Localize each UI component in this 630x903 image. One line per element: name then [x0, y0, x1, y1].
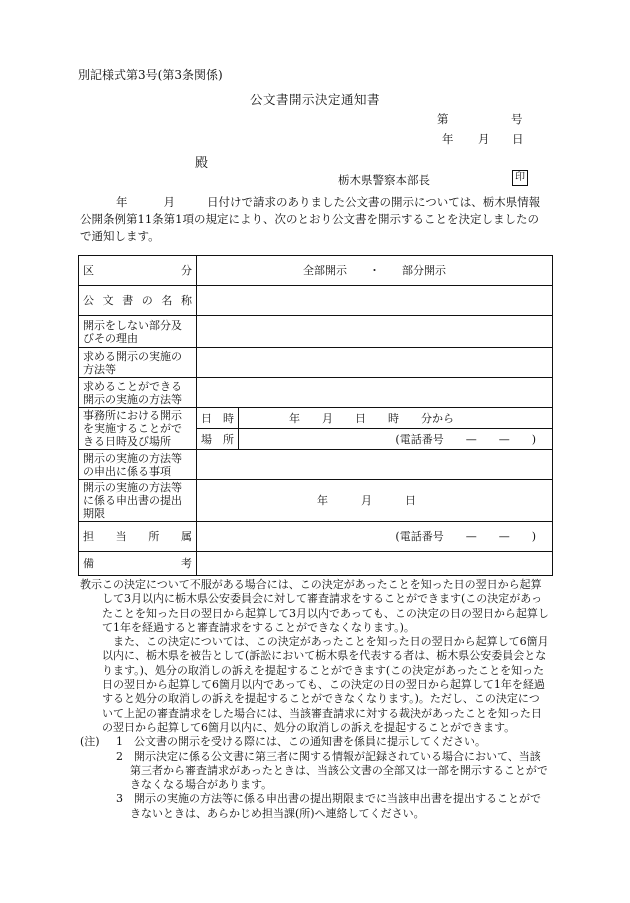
row-label-undisclosed: 開示をしない部分及びその理由 [79, 316, 197, 348]
disclosure-table [78, 255, 553, 576]
number-prefix: 第 [437, 112, 449, 126]
date-year: 年 [442, 132, 454, 146]
notes-block [80, 735, 550, 821]
application-matters-value [197, 450, 553, 480]
table-row [79, 480, 553, 522]
table-row [79, 522, 553, 552]
addressee-honorific: 殿 [195, 156, 209, 171]
table-row [79, 256, 553, 286]
label-char: 属 [180, 530, 192, 543]
number-suffix: 号 [511, 112, 523, 126]
table-row [79, 286, 553, 316]
row-label-category: 区 分 [79, 256, 197, 286]
table-row [79, 552, 553, 576]
row-label-deadline: 開示の実施の方法等に係る申出書の提出期限 [79, 480, 197, 522]
intro-month: 月 [163, 195, 175, 209]
intro-year: 年 [116, 195, 128, 209]
row-label-requested-method: 求める開示の実施の方法等 [79, 348, 197, 378]
label-char: 所 [148, 530, 160, 543]
intro-text: 日付けで請求のありました公文書の開示については、栃木県情報公開条例第11条第1項の規定により、次のとおり公文書を開示することを決定しましたので通知します。 [80, 195, 541, 243]
label-char: 称 [180, 294, 192, 307]
issuer-name: 栃木県警察本部長 [338, 173, 430, 187]
table-row [79, 450, 553, 480]
requested-method-value [197, 348, 553, 378]
form-number: 別記様式第3号(第3条関係) [78, 68, 223, 82]
date-day: 日 [512, 132, 524, 146]
row-label-remarks: 備 考 [79, 552, 197, 576]
row-label-available-method: 求めることができる開示の実施の方法等 [79, 378, 197, 408]
sub-label-place: 場 所 [197, 429, 239, 450]
table-row [79, 378, 553, 408]
remarks-value [197, 552, 553, 576]
available-method-value [197, 378, 553, 408]
document-title: 公文書開示決定通知書 [250, 92, 381, 107]
row-label-office-disclosure: 事務所における開示を実施することができる日時及び場所 [79, 408, 197, 450]
table-row [79, 408, 553, 429]
label-char: 公 [83, 294, 94, 307]
note-item-3: 3 開示の実施の方法等に係る申出書の提出期限までに当該申出書を提出することができないときは、あらかじめ担当課(所)へ連絡してください。 [116, 792, 541, 820]
department-phone: (電話番号 — — ) [197, 522, 553, 552]
seal-mark: 印 [512, 170, 528, 186]
sub-label-datetime: 日 時 [197, 408, 239, 429]
row-label-document-name [79, 286, 197, 316]
label-char: 当 [115, 530, 127, 543]
place-phone: (電話番号 — — ) [239, 429, 553, 450]
table-row [79, 316, 553, 348]
document-name-value [197, 286, 553, 316]
label-char: 担 [83, 530, 94, 543]
label-char: 名 [161, 294, 173, 307]
instruction-tag: 教示 [80, 578, 102, 591]
table-row [79, 348, 553, 378]
datetime-value: 年 月 日 時 分から [239, 408, 553, 429]
instruction-paragraph-1: この決定について不服がある場合には、この決定があったことを知った日の翌日から起算して3月以内に栃木県公安委員会に対して審査請求をすることができます(この決定があったことを知った日の翌日から起算して3月以内であっても、この決定の日の翌日から起算して1年を経過すると審査請求をすることができなくなります。)。 [102, 578, 549, 634]
note-item-2: 2 開示決定に係る公文書に第三者に関する情報が記録されている場合において、当該第三者から審査請求があったときは、当該公文書の全部又は一部を開示することができなくなる場合があります。 [116, 749, 548, 792]
date-month: 月 [478, 132, 490, 146]
row-label-department [79, 522, 197, 552]
label-char: の [141, 294, 153, 307]
undisclosed-value [197, 316, 553, 348]
deadline-value: 年 月 日 [197, 480, 553, 522]
label-char: 書 [122, 294, 134, 307]
intro-paragraph [80, 194, 550, 245]
instruction-block [80, 578, 550, 735]
label-char: 文 [102, 294, 114, 307]
instruction-paragraph-2: また、この決定については、この決定があったことを知った日の翌日から起算して6箇月以内に、栃木県を被告として(訴訟において栃木県を代表する者は、栃木県公安委員会となります。)、処分の取消しの訴えを提起することができます(この決定があったことを知った日の翌日から起算して6箇月以内であっても、この決定の日の翌日から起算して1年を経過すると処分の取消しの訴えを提起することができなくなります。)。ただし、この決定について上記の審査請求をした場合には、当該審査請求に対する裁決があったことを知った日の翌日から起算して6箇月以内に、処分の取消しの訴えを提起することができます。 [102, 635, 549, 734]
notes-section [80, 578, 550, 821]
row-label-application-matters: 開示の実施の方法等の申出に係る事項 [79, 450, 197, 480]
notes-tag: (注) [80, 735, 100, 749]
note-item-1: 1 公文書の開示を受ける際には、この通知書を係員に提示してください。 [116, 735, 486, 749]
disclosure-type: 全部開示 ・ 部分開示 [197, 256, 553, 286]
